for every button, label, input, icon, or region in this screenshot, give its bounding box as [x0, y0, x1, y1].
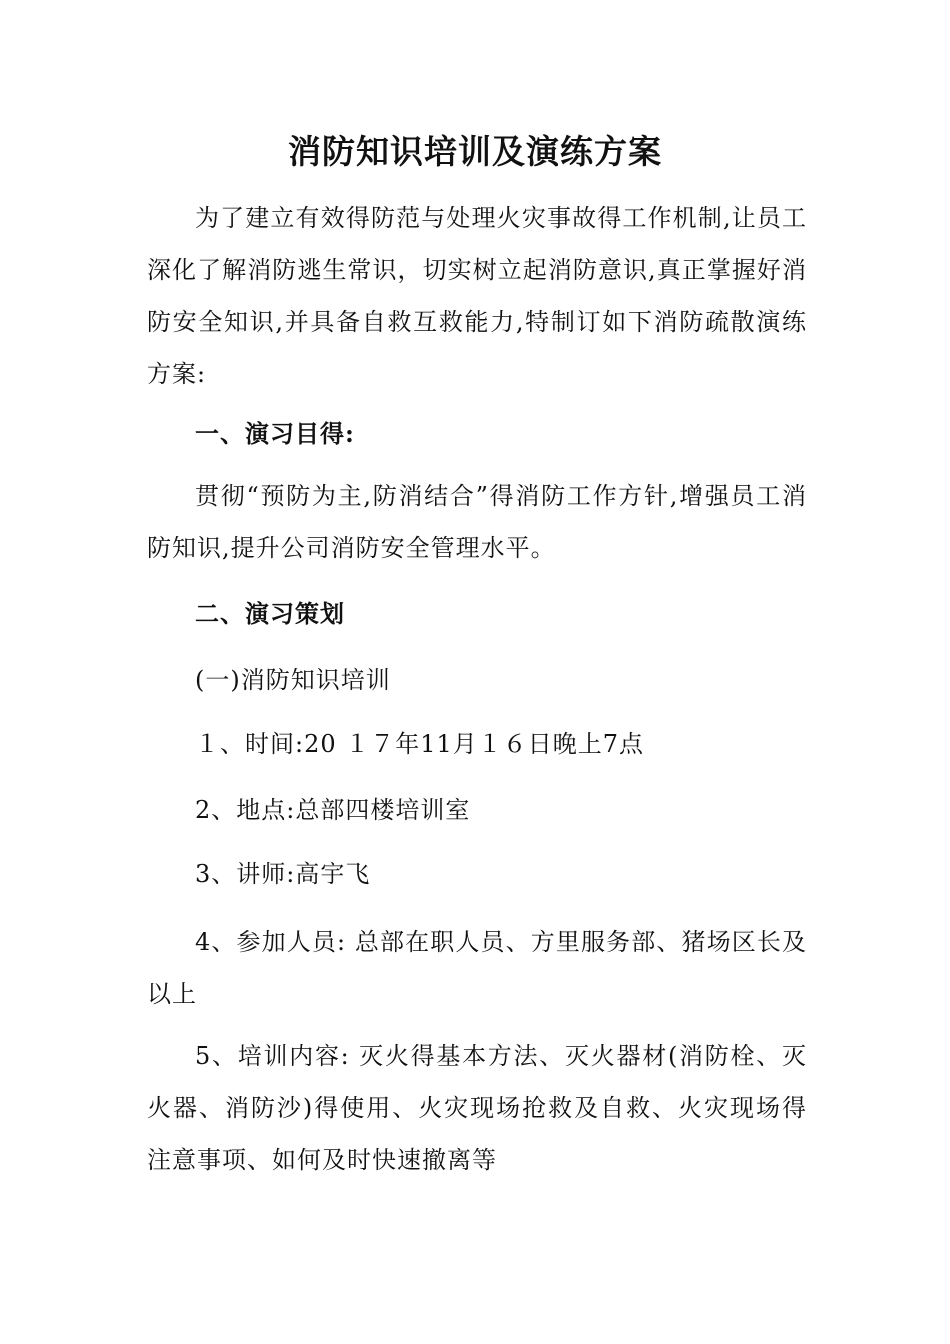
training-item-participants: 4、参加人员: 总部在职人员、方里服务部、猪场区长及以上 [147, 928, 807, 1008]
subsection-heading-training: (一)消防知识培训 [195, 666, 391, 694]
intro-paragraph: 为了建立有效得防范与处理火灾事故得工作机制,让员工深化了解消防逃生常识，切实树立起消防意识,真正掌握好消防安全知识,并具备自救互救能力,特制订如下消防疏散演练方案: [147, 204, 807, 388]
document-title: 消防知识培训及演练方案 [288, 132, 662, 171]
training-item-content: 5、培训内容: 灭火得基本方法、灭火器材(消防栓、灭火器、消防沙)得使用、火灾现场抢救及自救、火灾现场得注意事项、如何及时快速撤离等 [147, 1042, 807, 1174]
section-heading-plan: 二、演习策划 [195, 599, 345, 628]
training-item-location: 2、地点:总部四楼培训室 [195, 796, 471, 824]
training-item-time: １、时间:20 １７年11月１６日晚上7点 [195, 730, 645, 758]
training-item-lecturer: 3、讲师:高宇飞 [195, 860, 371, 888]
section-heading-purpose: 一、演习目得: [195, 419, 355, 448]
purpose-paragraph: 贯彻“预防为主,防消结合”得消防工作方针,增强员工消防知识,提升公司消防安全管理水平。 [147, 482, 807, 562]
